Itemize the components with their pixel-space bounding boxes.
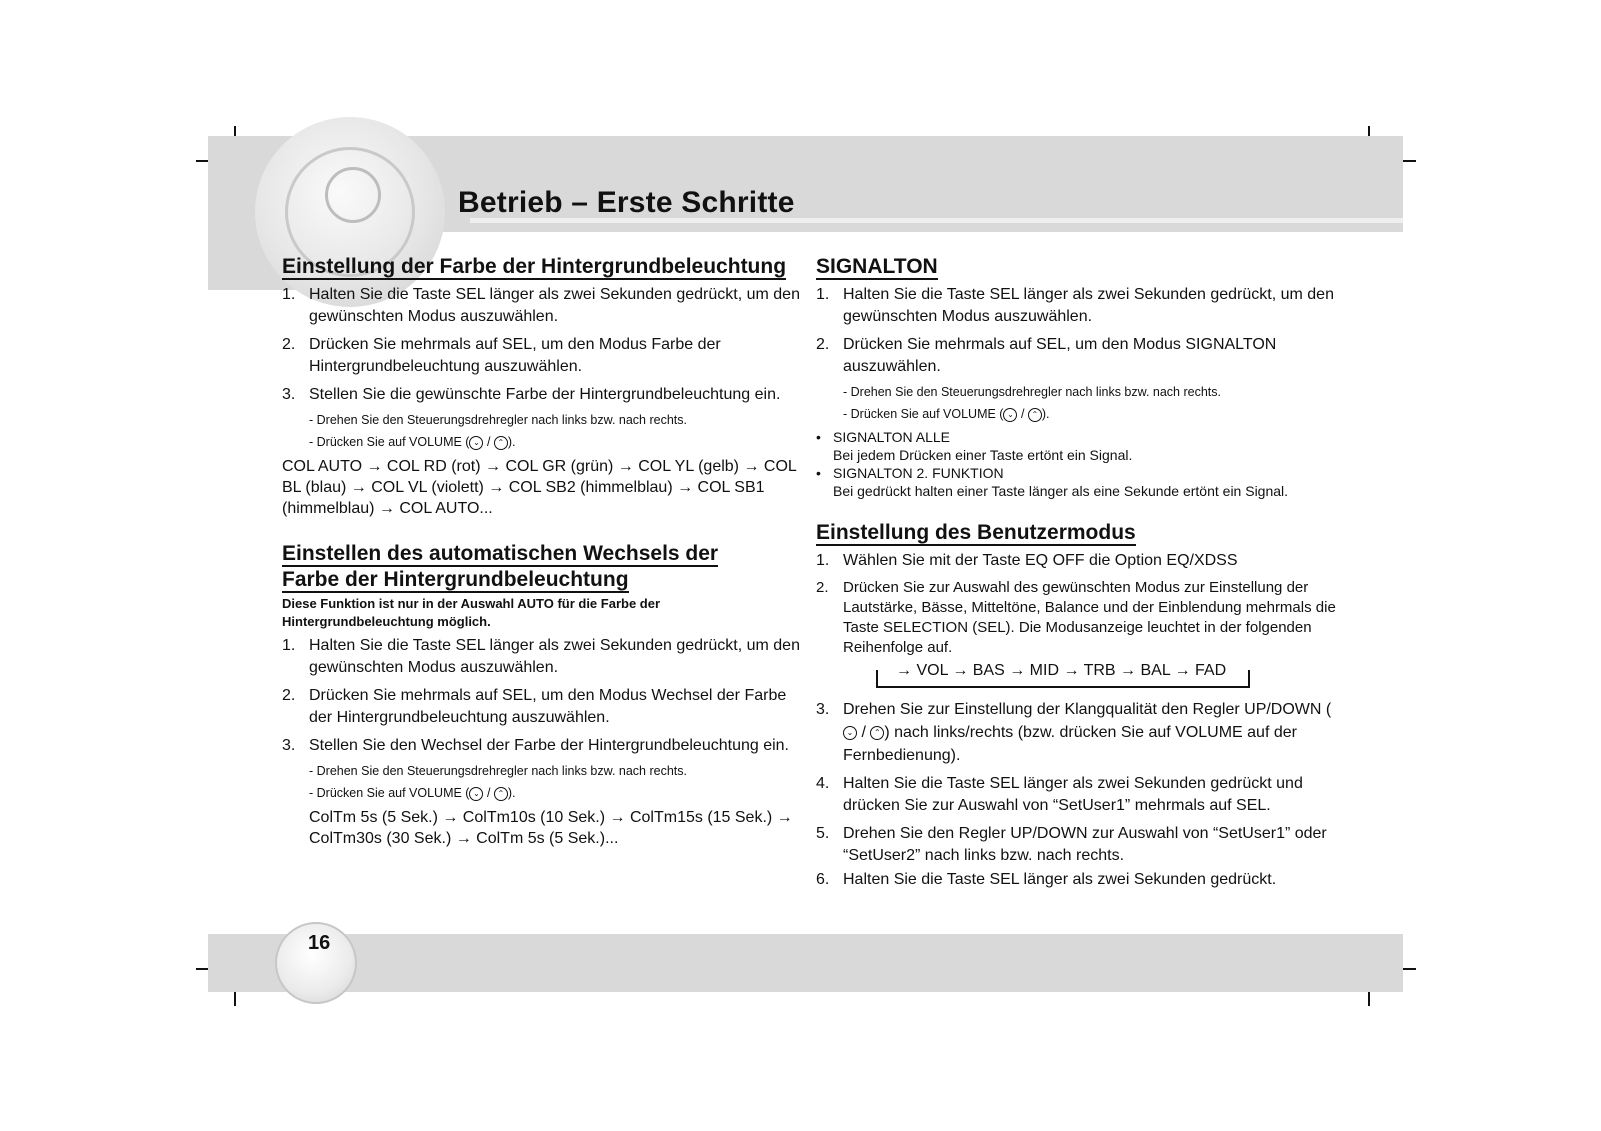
knob-up-icon: ⌃	[494, 436, 508, 450]
list-item: 1. Wählen Sie mit der Taste EQ OFF die Option EQ/XDSS	[816, 552, 1238, 569]
section-title-backlight-color: Einstellung der Farbe der Hintergrundbeleuchtung	[282, 255, 787, 278]
user-mode-steps-cont	[816, 698, 1336, 891]
knob-up-icon: ⌃	[1028, 408, 1042, 422]
list-item: 2. Drücken Sie zur Auswahl des gewünschten Modus zur Einstellung der Lautstärke, Bässe, Mitteltöne, Balance und der Einblendung mehrmals die Taste SELECTION (SEL). Die Modusanzeige leuchtet in der folgenden Reihenfolge auf.	[816, 579, 1336, 656]
knob-down-icon: ⌄	[1003, 408, 1017, 422]
knob-down-icon: ⌄	[843, 726, 857, 740]
section-title-signalton: SIGNALTON	[816, 255, 938, 278]
list-item: 4. Halten Sie die Taste SEL länger als zwei Sekunden gedrückt und drücken Sie zur Auswahl von “SetUser1” mehrmals auf SEL.	[816, 775, 1303, 814]
list-item: 1. Halten Sie die Taste SEL länger als zwei Sekunden gedrückt, um den gewünschten Modus auszuwählen.	[282, 637, 800, 676]
list-item: 2. Drücken Sie mehrmals auf SEL, um den Modus Wechsel der Farbe der Hintergrundbeleuchtung auszuwählen.	[282, 687, 787, 726]
section-note: Diese Funktion ist nur in der Auswahl AUTO für die Farbe der Hintergrundbeleuchtung möglich.	[282, 596, 661, 629]
time-sequence: ColTm 5s (5 Sek.) → ColTm10s (10 Sek.) → ColTm15s (15 Sek.) → ColTm30s (30 Sek.) → ColTm 5s (5 Sek.)...	[309, 809, 793, 847]
signalton-steps	[816, 284, 1336, 378]
knob-up-icon: ⌃	[870, 726, 884, 740]
list-item: 5. Drehen Sie den Regler UP/DOWN zur Auswahl von “SetUser1” oder “SetUser2” nach links bzw. nach rechts.	[816, 825, 1327, 864]
page-title: Betrieb – Erste Schritte	[458, 186, 795, 219]
sub-instruction-volume: - Drücken Sie auf VOLUME ( ⌄ / ⌃ ).	[309, 786, 516, 800]
knob-down-icon: ⌄	[469, 787, 483, 801]
bullet-item: • SIGNALTON ALLE Bei jedem Drücken einer Taste ertönt ein Signal.	[816, 429, 1133, 463]
page-number: 16	[308, 932, 331, 954]
flow-items: → VOL → BAS → MID → TRB → BAL → FAD	[896, 662, 1227, 679]
list-item: 6. Halten Sie die Taste SEL länger als zwei Sekunden gedrückt.	[816, 871, 1277, 888]
knob-up-icon: ⌃	[494, 787, 508, 801]
sub-instruction: - Drehen Sie den Steuerungsdrehregler nach links bzw. nach rechts.	[309, 764, 687, 778]
section-title-auto-change: Einstellen des automatischen Wechsels der Farbe der Hintergrundbeleuchtung	[282, 542, 719, 591]
sub-instruction-volume: - Drücken Sie auf VOLUME ( ⌄ / ⌃ ).	[309, 435, 516, 449]
backlight-color-steps	[282, 284, 800, 406]
list-item: 1. Halten Sie die Taste SEL länger als zwei Sekunden gedrückt, um den gewünschten Modus auszuwählen.	[282, 286, 800, 325]
left-column	[282, 254, 800, 849]
auto-change-steps	[282, 635, 800, 757]
list-item: 2. Drücken Sie mehrmals auf SEL, um den Modus Farbe der Hintergrundbeleuchtung auszuwählen.	[282, 336, 721, 375]
color-sequence: COL AUTO → COL RD (rot) → COL GR (grün) → COL YL (gelb) → COL BL (blau) → COL VL (violett) → COL SB2 (himmelblau) → COL SB1 (himmelblau) → COL AUTO...	[282, 458, 797, 517]
list-item: 3. Stellen Sie die gewünschte Farbe der Hintergrundbeleuchtung ein.	[282, 386, 781, 403]
knob-down-icon: ⌄	[469, 436, 483, 450]
bullet-item: • SIGNALTON 2. FUNKTION Bei gedrückt halten einer Taste länger als eine Sekunde ertönt ein Signal.	[816, 465, 1289, 499]
right-column	[816, 254, 1336, 897]
list-item: 3. Stellen Sie den Wechsel der Farbe der Hintergrundbeleuchtung ein.	[282, 737, 789, 754]
list-item: 1. Halten Sie die Taste SEL länger als zwei Sekunden gedrückt, um den gewünschten Modus auszuwählen.	[816, 286, 1334, 325]
mode-flow-diagram	[876, 662, 1336, 690]
section-title-user-mode: Einstellung des Benutzermodus	[816, 521, 1136, 544]
footer-band	[208, 934, 1403, 992]
user-mode-steps	[816, 550, 1336, 658]
sub-instruction-volume: - Drücken Sie auf VOLUME ( ⌄ / ⌃ ).	[843, 407, 1050, 421]
sub-instruction: - Drehen Sie den Steuerungsdrehregler nach links bzw. nach rechts.	[309, 413, 687, 427]
list-item: 2. Drücken Sie mehrmals auf SEL, um den Modus SIGNALTON auszuwählen.	[816, 336, 1277, 375]
list-item: 3. Drehen Sie zur Einstellung der Klangqualität den Regler UP/DOWN (⌄ / ⌃ ) nach links/rechts (bzw. drücken Sie auf VOLUME auf der Fernbedienung).	[816, 701, 1332, 764]
sub-instruction: - Drehen Sie den Steuerungsdrehregler nach links bzw. nach rechts.	[843, 385, 1221, 399]
